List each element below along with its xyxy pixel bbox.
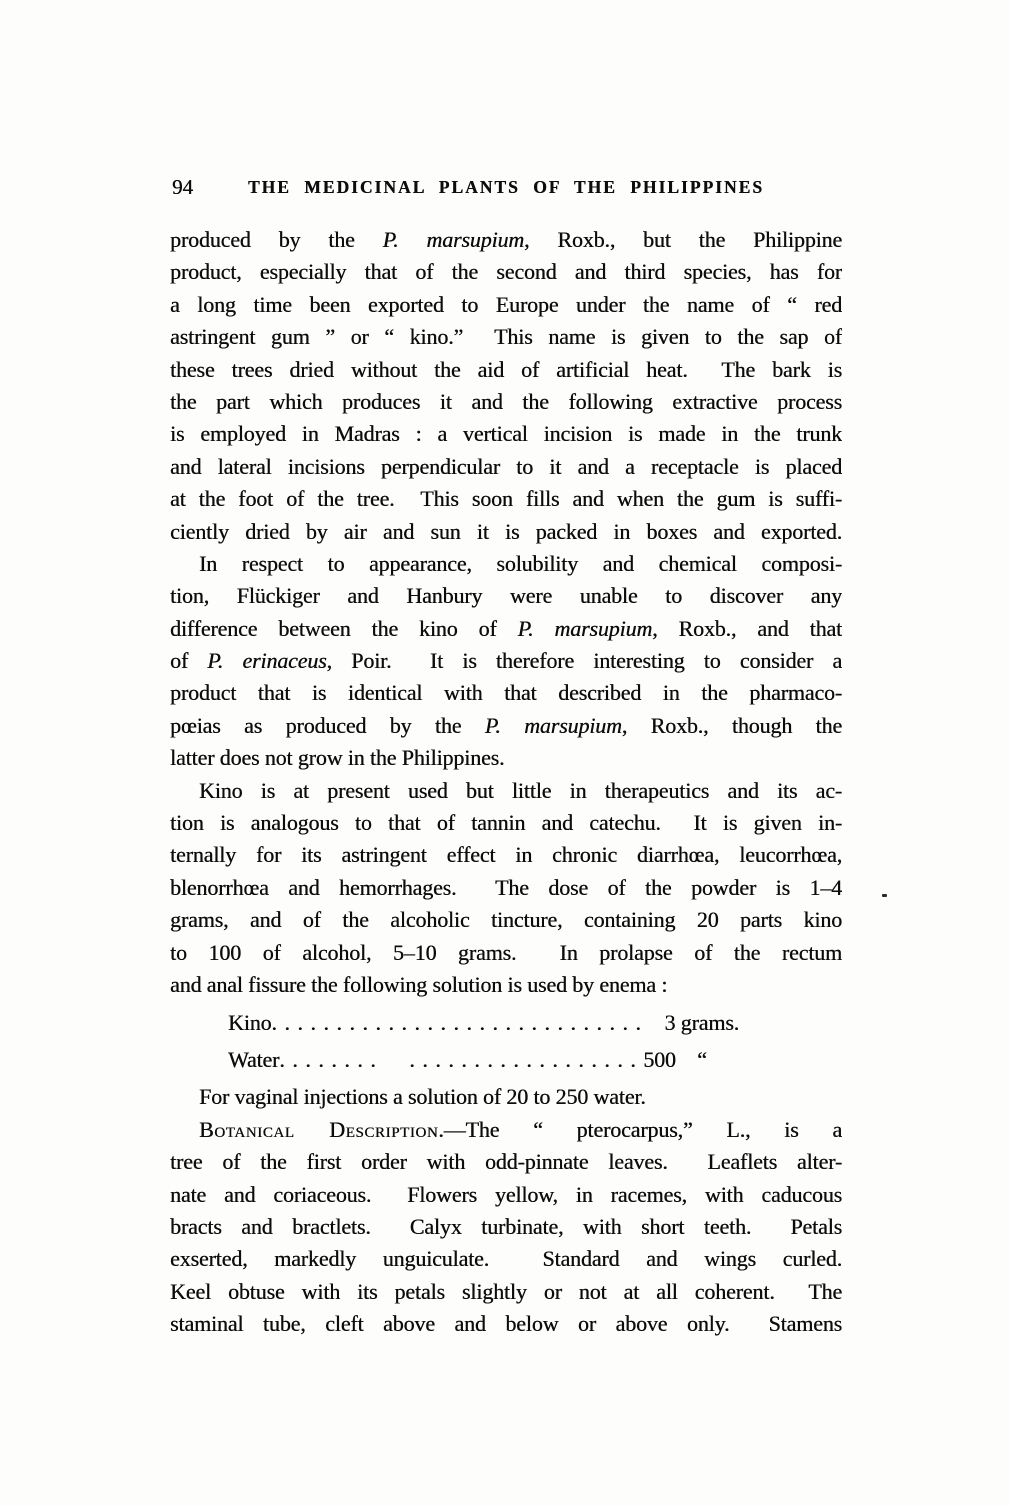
paragraph bbox=[170, 1114, 842, 1341]
text-line: pœias as produced by the P. marsupium, Roxb., though the bbox=[170, 712, 842, 738]
paragraph bbox=[170, 224, 842, 548]
text-line: Kino is at present used but little in therapeutics and its ac- bbox=[199, 777, 842, 803]
text-line: difference between the kino of P. marsupium, Roxb., and that bbox=[170, 615, 842, 641]
paragraph bbox=[170, 775, 842, 1002]
text-line: and anal fissure the following solution is used by enema : bbox=[170, 971, 668, 997]
text-line: grams, and of the alcoholic tincture, containing 20 parts kino bbox=[170, 907, 842, 933]
text-line: to 100 of alcohol, 5–10 grams. In prolapse of the rectum bbox=[170, 939, 842, 965]
text-line: nate and coriaceous. Flowers yellow, in racemes, with caducous bbox=[170, 1181, 842, 1207]
text-line: tion, Flückiger and Hanbury were unable to discover any bbox=[170, 583, 842, 609]
text-line: latter does not grow in the Philippines. bbox=[170, 745, 505, 771]
text-line: Keel obtuse with its petals slightly or not at all coherent. The bbox=[170, 1278, 842, 1304]
paragraph bbox=[170, 1081, 842, 1113]
page-text bbox=[170, 224, 842, 1341]
text-line: blenorrhœa and hemorrhages. The dose of the powder is 1–4 bbox=[170, 874, 842, 900]
text-line: and lateral incisions perpendicular to it and a receptacle is placed bbox=[170, 453, 842, 479]
text-line: a long time been exported to Europe under the name of “ red bbox=[170, 291, 842, 317]
text-line: ternally for its astringent effect in chronic diarrhœa, leucorrhœa, bbox=[170, 842, 842, 868]
text-line: For vaginal injections a solution of 20 to 250 water. bbox=[199, 1084, 646, 1110]
text-line: Water........ ..................500 “ bbox=[228, 1046, 707, 1072]
running-title: THE MEDICINAL PLANTS OF THE PHILIPPINES bbox=[247, 177, 765, 197]
text-line: ciently dried by air and sun it is packed in boxes and exported. bbox=[170, 518, 842, 544]
text-line: Kino............................. 3 grams. bbox=[228, 1010, 740, 1036]
text-line: produced by the P. marsupium, Roxb., but the Philippine bbox=[170, 227, 842, 252]
text-line: these trees dried without the aid of artificial heat. The bark is bbox=[170, 356, 842, 382]
recipe-block bbox=[228, 1005, 842, 1078]
text-line: Botanical Description.—The “ pterocarpus,” L., is a bbox=[199, 1116, 842, 1142]
text-line: In respect to appearance, solubility and chemical composi- bbox=[199, 550, 842, 576]
text-line: of P. erinaceus, Poir. It is therefore interesting to consider a bbox=[170, 648, 842, 674]
text-line: is employed in Madras : a vertical incision is made in the trunk bbox=[170, 421, 842, 447]
text-line: tree of the first order with odd-pinnate leaves. Leaflets alter- bbox=[170, 1149, 842, 1175]
page-header bbox=[170, 174, 842, 200]
text-line: staminal tube, cleft above and below or above only. Stamens bbox=[170, 1311, 842, 1337]
text-line: exserted, markedly unguiculate. Standard and wings curled. bbox=[170, 1246, 842, 1272]
text-column bbox=[170, 174, 842, 1341]
text-line: astringent gum ” or “ kino.” This name is given to the sap of bbox=[170, 324, 842, 350]
scan-speck bbox=[882, 894, 887, 897]
text-line: the part which produces it and the following extractive process bbox=[170, 388, 842, 414]
text-line: at the foot of the tree. This soon fills and when the gum is suffi- bbox=[170, 486, 842, 512]
text-line: bracts and bractlets. Calyx turbinate, with short teeth. Petals bbox=[170, 1213, 842, 1239]
text-line: product that is identical with that described in the pharmaco- bbox=[170, 680, 842, 706]
text-line: product, especially that of the second and third species, has for bbox=[170, 259, 842, 285]
page-number: 94 bbox=[172, 175, 193, 199]
paragraph bbox=[170, 548, 842, 775]
text-line: tion is analogous to that of tannin and catechu. It is given in- bbox=[170, 810, 842, 836]
